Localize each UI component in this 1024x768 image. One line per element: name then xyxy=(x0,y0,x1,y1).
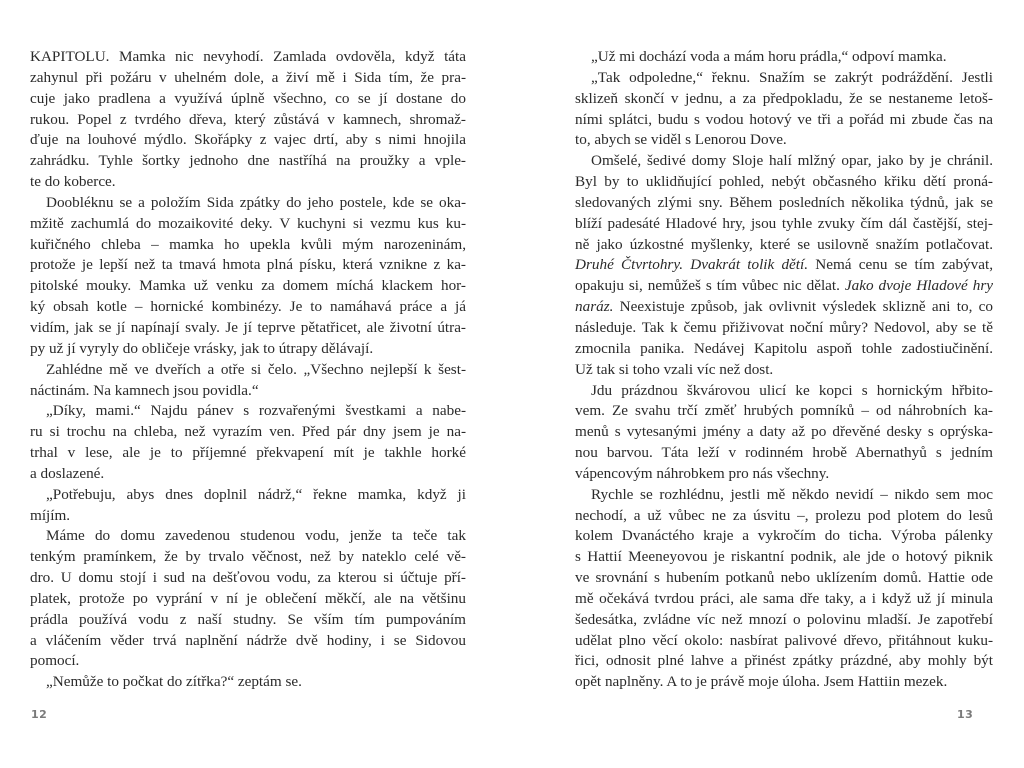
text-line xyxy=(575,381,993,402)
text-span: kolem Dvanáctého kraje a vykročím do ticha. Výroba pálenky xyxy=(575,527,993,545)
text-line: ru si trochu na chleba, než vyrazím ven. Před pár dny jsem je na- xyxy=(30,423,466,441)
text-span: Byl by to uklidňující pohled, nebýt občasného křiku dětí proná- xyxy=(575,173,993,191)
text-line: náctinám. Na kamnech jsou povidla.“ xyxy=(30,381,259,399)
text-line xyxy=(575,68,993,89)
text-span: Už tak si toho vzali víc než dost. xyxy=(575,360,774,378)
text-line xyxy=(575,255,993,276)
text-line: ký obsah kotle – hornické kombinézy. Je to namáhavá práce a já xyxy=(30,298,466,316)
text-line xyxy=(575,151,993,172)
text-span: ve srovnání s hubením potkanů nebo uklízením domů. Hattie ode xyxy=(575,569,993,587)
text-line: pomocí. xyxy=(30,652,80,670)
text-line xyxy=(575,110,993,131)
text-line: rukou. Popel z tvrdého dřeva, který zůstává v kamnech, shromaž- xyxy=(30,110,466,128)
text-line xyxy=(575,235,993,256)
text-span: Neexistuje způsob, jak ovlivnit výsledek sklizně ani to, co xyxy=(613,298,993,316)
text-line: KAPITOLU. Mamka nic nevyhodí. Zamlada ovdověla, když táta xyxy=(30,48,466,65)
text-line xyxy=(575,485,993,506)
text-line xyxy=(575,651,993,672)
text-line xyxy=(575,631,993,652)
text-line: ďuje na louhové mýdlo. Skořápky z vajec drtí, aby s nimi hnojila xyxy=(30,131,466,149)
text-span: „Už mi dochází voda a mám horu prádla,“ odpoví mamka. xyxy=(591,48,947,65)
text-line: „Nemůže to počkat do zítřka?“ zeptám se. xyxy=(46,673,302,691)
text-line xyxy=(575,339,993,360)
text-line: cuje jako pradlena a využívá úplně všechno, co se jí dostane do xyxy=(30,89,466,107)
text-line xyxy=(575,401,993,422)
italic-text: Druhé Čtvrtohry. Dvakrát tolik dětí. xyxy=(575,256,809,274)
text-line: tenkým pramínkem, že by trvalo věčnost, než by nateklo celé vě- xyxy=(30,548,466,566)
text-line: „Díky, mami.“ Najdu pánev s rozvařenými švestkami a nabe- xyxy=(46,402,466,420)
page-number-left: 12 xyxy=(31,708,48,721)
text-span: Nemá cenu se tím zabývat, xyxy=(808,256,994,274)
text-line: prádla používá vodu z naší studny. Se vším tím pumpováním xyxy=(30,610,466,628)
text-line: a doslazené. xyxy=(30,464,105,482)
text-line: zahrádku. Tyhle šortky jednoho dne nastříhá na proužky a vple- xyxy=(30,152,466,170)
text-line: míjím. xyxy=(30,506,71,524)
text-span: menů s vytesanými jmény a daty až po dřevěné desky s oprýska- xyxy=(575,423,993,441)
text-line: platek, protože po vyprání v ní je oblečení měkčí, ale na většinu xyxy=(30,589,466,607)
text-line: py už jí vyryly do obličeje vrásky, jak to útrapy dělávají. xyxy=(30,339,374,357)
text-span: blíží padesáté Hladové hry, jsou tyhle zvuky čím dál častější, stej- xyxy=(575,214,993,232)
italic-text: naráz. xyxy=(575,298,614,316)
left-page xyxy=(30,47,466,693)
text-span: „Tak odpoledne,“ řeknu. Snažím se zakrýt podráždění. Jestli xyxy=(591,68,993,86)
text-line xyxy=(575,443,993,464)
text-line: protože je lepší než ta tmavá hmota plná písku, která vznikne z ka- xyxy=(30,256,466,274)
text-span: opakuju si, nemůžeš s tím vůbec nic dělat. xyxy=(575,277,845,295)
text-span: ními splátci, budu s vodou hotový ve tři a pořád mi zbude čas na xyxy=(575,110,993,128)
text-line xyxy=(575,172,993,193)
text-span: řici, odnosit plné lahve a přinést zpátky prázdné, aby mohly být xyxy=(575,652,993,670)
text-line: Doobléknu se a položím Sida zpátky do jeho postele, kde se oka- xyxy=(46,193,466,211)
text-line: Máme do domu zavedenou studenou vodu, jenže ta teče tak xyxy=(46,527,466,545)
text-line: a vláčením věder trvá naplnění nádrže dvě hodiny, i se Sidovou xyxy=(30,631,466,649)
text-span: s Hattií Meeneyovou je riskantní podnik, ale jde o hotový piknik xyxy=(575,548,993,566)
text-line xyxy=(575,214,993,235)
text-span: Omšelé, šedivé domy Sloje halí mlžný opar, jako by je chránil. xyxy=(591,152,993,170)
text-span: vem. Ze svahu trčí změť hrubých pomníků – od náhrobních ka- xyxy=(575,402,993,420)
text-span: Rychle se rozhlédnu, jestli mě někdo nevidí – nikdo sem moc xyxy=(591,485,993,503)
text-span: šedesátka, zvládne víc než mnozí o polovinu mladší. Je zapotřebí xyxy=(575,610,993,628)
text-line: zahynul při požáru v uhelném dole, a živí mě i Sida tím, že pra- xyxy=(30,68,466,86)
text-span: udělat plno věcí okolo: nasbírat palivové dřevo, přitáhnout kuku- xyxy=(575,631,993,649)
text-line xyxy=(575,89,993,110)
text-line: mžitě zachumlá do mozaikovité deky. V kuchyni si vezmu kus ku- xyxy=(30,214,466,232)
text-span: nechodí, a už vůbec ne za úsvitu –, prolezu pod plotem do lesů xyxy=(575,506,993,524)
text-span: sklizeň skončí v jednu, a za předpokladu, že se nestaneme letoš- xyxy=(575,89,993,107)
text-span: Jdu prázdnou škvárovou ulicí ke kopci s hornickým hřbito- xyxy=(591,381,993,399)
text-span: to, abych se viděl s Lenorou Dove. xyxy=(575,131,787,149)
text-line xyxy=(575,464,993,485)
text-line xyxy=(575,276,993,297)
text-span: zmocnila panika. Nedávej Kapitolu aspoň tohle zadostiučinění. xyxy=(575,339,993,357)
text-line: trhal v lese, ale je to příjemné překvapení mít je takhle horké xyxy=(30,444,466,462)
text-span: sledovaných zlými sny. Během posledních několika týdnů, jak se xyxy=(575,193,993,211)
text-line xyxy=(575,130,993,151)
text-line xyxy=(575,297,993,318)
text-line xyxy=(575,526,993,547)
text-line xyxy=(575,47,993,68)
text-line xyxy=(575,547,993,568)
text-line: dro. U domu stojí i sud na dešťovou vodu, za kterou si účtuje pří- xyxy=(30,569,466,587)
text-line: te do koberce. xyxy=(30,173,116,191)
text-line: „Potřebuju, abys dnes doplnil nádrž,“ řekne mamka, když ji xyxy=(46,485,466,503)
text-span: nou barvou. Táta leží v rodinném hrobě Abernathyů s jedním xyxy=(575,444,993,462)
text-span: ně jako úzkostné myšlenky, které se usilovně snažím potlačovat. xyxy=(575,235,993,253)
text-line xyxy=(575,506,993,527)
text-line: vidím, jak se jí napínají svaly. Je jí teprve pětatřicet, ale životní útra- xyxy=(30,318,466,336)
page-number-right: 13 xyxy=(957,708,974,721)
text-span: vápencovým náhrobkem pro nás všechny. xyxy=(575,464,830,482)
text-line xyxy=(575,193,993,214)
text-line: Zahlédne mě ve dveřích a otře si čelo. „Všechno nejlepší k šest- xyxy=(46,360,466,378)
text-line xyxy=(575,672,993,693)
text-line xyxy=(575,318,993,339)
text-span: opět naplněny. A to je právě moje úloha. Jsem Hattiin mezek. xyxy=(575,673,948,691)
text-span: následuje. Tak k čemu přiživovat noční můry? Nedovol, aby se tě xyxy=(575,318,993,336)
text-line xyxy=(575,568,993,589)
right-page xyxy=(575,47,993,693)
italic-text: Jako dvoje Hladové hry xyxy=(844,277,993,295)
text-line xyxy=(575,422,993,443)
text-line xyxy=(575,610,993,631)
text-line xyxy=(575,360,993,381)
text-line: pitolské mouky. Mamka už venku za domem míchá klackem hor- xyxy=(30,277,466,295)
text-line: kuřičného chleba – mamka ho upekla kvůli mým narozeninám, xyxy=(30,235,466,253)
text-line xyxy=(575,589,993,610)
text-span: mě očekává tvrdou práci, ale sama dře taky, a i když už jí minula xyxy=(575,589,993,607)
